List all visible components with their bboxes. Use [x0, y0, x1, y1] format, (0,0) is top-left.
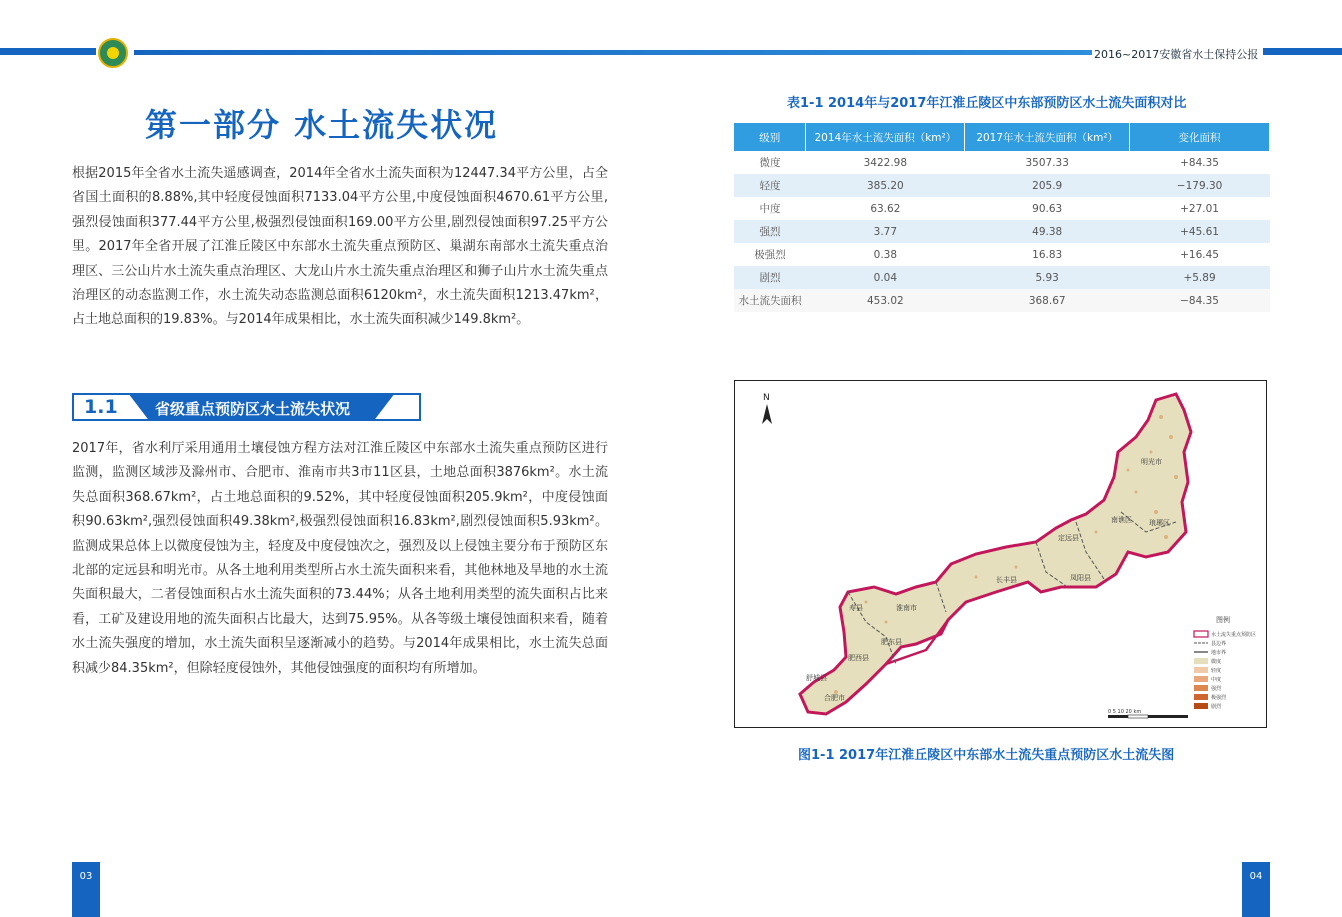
erosion-area-table: [734, 123, 1270, 312]
page-number-right: [1242, 862, 1270, 917]
legend-item: 强烈: [1211, 686, 1222, 692]
intro-paragraph: 根据2015年全省水土流失遥感调查，2014年全省水土流失面积为12447.34平方公里，占全省国土面积的8.88%,其中轻度侵蚀面积7133.04平方公里,中度侵蚀面积4670.61平方公里,强烈侵蚀面积377.44平方公里,极强烈侵蚀面积169.00平方公里,剧烈侵蚀面积97.25平方公里。2017年全省开展了江淮丘陵区中东部水土流失重点预防区、巢湖东南部水土流失重点治理区、三公山片水土流失重点治理区、大龙山片水土流失重点治理区和狮子山片水土流失重点治理区的动态监测工作，水土流失动态监测总面积6120km²，水土流失面积1213.47km²，占土地总面积的19.83%。与2014年成果相比，水土流失面积减少149.8km²。: [72, 166, 608, 328]
map-place-label: 定远县: [1058, 534, 1079, 542]
table-row: [734, 197, 1270, 220]
scale-text: 0 5 10 20 km: [1108, 709, 1142, 715]
table-cell: 剧烈: [734, 266, 806, 289]
map-place-label: 舒城县: [806, 674, 827, 682]
section-paragraph: 2017年，省水利厅采用通用土壤侵蚀方程方法对江淮丘陵区中东部水土流失重点预防区进行监测，监测区域涉及滁州市、合肥市、淮南市共3市11区县，土地总面积3876km²。水土流失总面积368.67km²，占土地总面积的9.52%，其中轻度侵蚀面积205.9km²，中度侵蚀面积90.63km²,强烈侵蚀面积49.38km²,极强烈侵蚀面积16.83km²,剧烈侵蚀面积5.93km²。监测成果总体上以微度侵蚀为主，轻度及中度侵蚀次之，强烈及以上侵蚀主要分布于预防区东北部的定远县和明光市。从各土地利用类型所占水土流失面积来看，其他林地及旱地的水土流失面积最大，二者侵蚀面积占水土流失面积的73.44%；从各土地利用类型的流失面积占比来看，工矿及建设用地的流失面积占比最大，达到75.95%。从各等级土壤侵蚀面积来看，随着水土流失强度的增加，水土流失面积呈逐渐减小的趋势。与2014年成果相比，水土流失总面积减少84.35km²，但除轻度侵蚀外，其他侵蚀强度的面积均有所增加。: [72, 441, 608, 676]
legend-item: 微度: [1211, 659, 1222, 665]
table-cell: −179.30: [1130, 174, 1270, 197]
part-title: 第一部分 水土流失状况: [145, 106, 499, 144]
map-legend: [1194, 615, 1256, 710]
page-number-left: [72, 862, 100, 917]
map-place-label: 淮南市: [896, 604, 917, 612]
table-header-cell: 2017年水土流失面积（km²）: [965, 123, 1130, 151]
bureau-logo-icon: [98, 38, 128, 68]
table-cell: 49.38: [965, 220, 1130, 243]
table-cell: 3507.33: [1025, 156, 1069, 169]
north-arrow-icon: [762, 404, 772, 424]
table-cell: 0.04: [806, 266, 965, 289]
table-row: [734, 243, 1270, 266]
report-title: 2016~2017安徽省水土保持公报: [1094, 48, 1259, 61]
map-place-label: 长丰县: [996, 576, 1017, 584]
map-place-label: 寿县: [849, 604, 863, 612]
map-place-label: 肥西县: [848, 654, 869, 662]
table-row-total: [734, 289, 1270, 312]
section-title: 省级重点预防区水土流失状况: [155, 400, 351, 418]
page-number-left-text: 03: [79, 871, 93, 882]
table-cell: 强烈: [734, 220, 806, 243]
table-cell: 极强烈: [754, 249, 786, 261]
erosion-map: [736, 382, 1265, 726]
table-cell: −84.35: [1130, 289, 1270, 312]
table-cell: 63.62: [870, 202, 901, 215]
table-cell: +16.45: [1180, 248, 1219, 261]
table-header-cell: 级别: [734, 123, 806, 151]
table-cell: 0.38: [873, 248, 898, 261]
table-row: [734, 266, 1270, 289]
table-cell: 微度: [759, 157, 781, 169]
table-cell: 16.83: [1032, 248, 1063, 261]
table-row: [734, 220, 1270, 243]
header-rule-left: [0, 48, 96, 55]
table-cell: 3.77: [806, 220, 965, 243]
header-rule-right: [1263, 48, 1342, 55]
table-header-cell: 变化面积: [1130, 123, 1270, 151]
table-cell: 368.67: [965, 289, 1130, 312]
legend-item: 地市界: [1211, 650, 1227, 656]
map-place-label: 南谯区: [1111, 516, 1132, 524]
legend-title: 图例: [1216, 616, 1230, 624]
table-cell: 水土流失面积: [734, 289, 806, 312]
table-header-cell: 2014年水土流失面积（km²）: [806, 123, 965, 151]
legend-item: 县边界: [1211, 641, 1227, 647]
figure-caption: 图1-1 2017年江淮丘陵区中东部水土流失重点预防区水土流失图: [798, 748, 1175, 763]
map-place-label: 琅琊区: [1149, 519, 1170, 527]
prevention-zone-region: [800, 394, 1191, 714]
north-label: N: [763, 393, 770, 403]
table-row: [734, 151, 1270, 174]
table-cell: 385.20: [806, 174, 965, 197]
table-cell: +27.01: [1180, 202, 1219, 215]
table-cell: 453.02: [806, 289, 965, 312]
header-rule: [134, 50, 1092, 55]
table-cell: 205.9: [965, 174, 1130, 197]
map-place-label: 凤阳县: [1070, 574, 1091, 582]
table-cell: +84.35: [1180, 156, 1219, 169]
table-row: [734, 174, 1270, 197]
legend-item: 中度: [1211, 677, 1222, 683]
table-cell: 90.63: [1032, 202, 1063, 215]
scale-bar: [1108, 709, 1188, 718]
table-cell: 3422.98: [863, 156, 908, 169]
table-title: 表1-1 2014年与2017年江淮丘陵区中东部预防区水土流失面积对比: [787, 96, 1187, 111]
legend-item: 剧烈: [1211, 704, 1222, 710]
table-cell: +45.61: [1130, 220, 1270, 243]
page-number-right-text: 04: [1249, 871, 1263, 882]
table-cell: 轻度: [734, 174, 806, 197]
section-number: 1.1: [84, 396, 118, 418]
legend-item: 水土流失重点预防区: [1211, 632, 1257, 638]
legend-item: 极强烈: [1211, 695, 1227, 701]
table-cell: 中度: [759, 203, 781, 215]
map-place-label: 合肥市: [824, 694, 845, 702]
table-header-row: [734, 123, 1270, 151]
map-place-label: 明光市: [1141, 458, 1162, 466]
table-cell: +5.89: [1130, 266, 1270, 289]
legend-item: 轻度: [1211, 668, 1222, 674]
map-place-label: 肥东县: [881, 638, 902, 646]
table-cell: 5.93: [965, 266, 1130, 289]
